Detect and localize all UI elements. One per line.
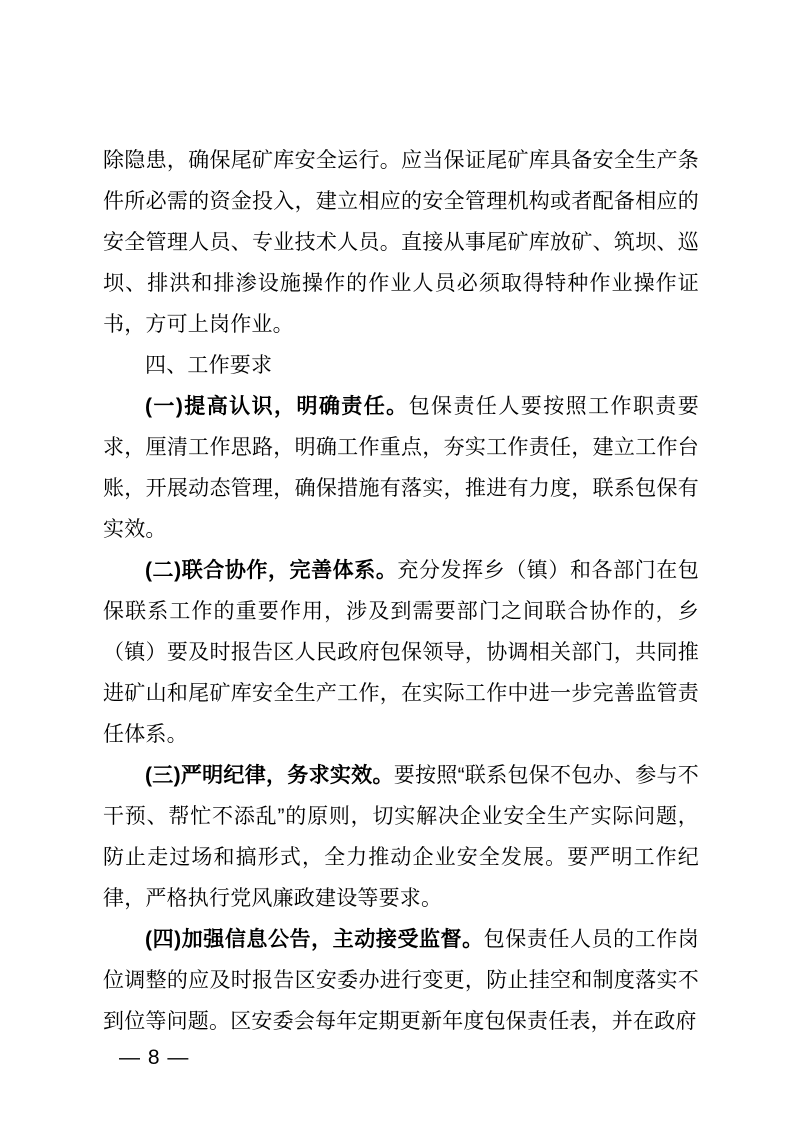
paragraph-lead: (四)加强信息公告，主动接受监督。 [145,928,484,951]
paragraph-text: 充分发挥乡（镇）和各部门在包保联系工作的重要作用，涉及到需要部门之间联合协作的，乡（镇）要及时报告区人民政府包保领导，协调相关部门，共同推进矿山和尾矿库安全生产工作，在实际工作中进一步完善监管责任体系。 [103,559,699,746]
section-heading-text: 四、工作要求 [145,354,273,377]
paragraph [103,386,699,550]
document-body [103,140,699,1042]
paragraph-text: 包保责任人要按照工作职责要求，厘清工作思路，明确工作重点，夯实工作责任，建立工作台账，开展动态管理，确保措施有落实，推进有力度，联系包保有实效。 [103,395,699,541]
paragraph-text: 要按照“联系包保不包办、参与不干预、帮忙不添乱”的原则，切实解决企业安全生产实际问题，防止走过场和搞形式，全力推动企业安全发展。要严明工作纪律，严格执行党风廉政建设等要求。 [103,764,699,910]
paragraph [103,140,699,345]
paragraph-lead: (三)严明纪律，务求实效。 [145,764,394,787]
paragraph-text: 除隐患，确保尾矿库安全运行。应当保证尾矿库具备安全生产条件所必需的资金投入，建立相应的安全管理机构或者配备相应的安全管理人员、专业技术人员。直接从事尾矿库放矿、筑坝、巡坝、排洪和排渗设施操作的作业人员必须取得特种作业操作证书，方可上岗作业。 [103,149,699,336]
paragraph [103,755,699,919]
section-heading [103,345,699,386]
paragraph [103,550,699,755]
paragraph-lead: (一)提高认识，明确责任。 [145,395,409,418]
paragraph [103,919,699,1042]
paragraph-lead: (二)联合协作，完善体系。 [145,559,398,582]
page-number: — 8 — [119,1046,190,1069]
paragraph-text: 包保责任人员的工作岗位调整的应及时报告区安委办进行变更，防止挂空和制度落实不到位等问题。区安委会每年定期更新年度包保责任表，并在政府 [103,928,699,1033]
